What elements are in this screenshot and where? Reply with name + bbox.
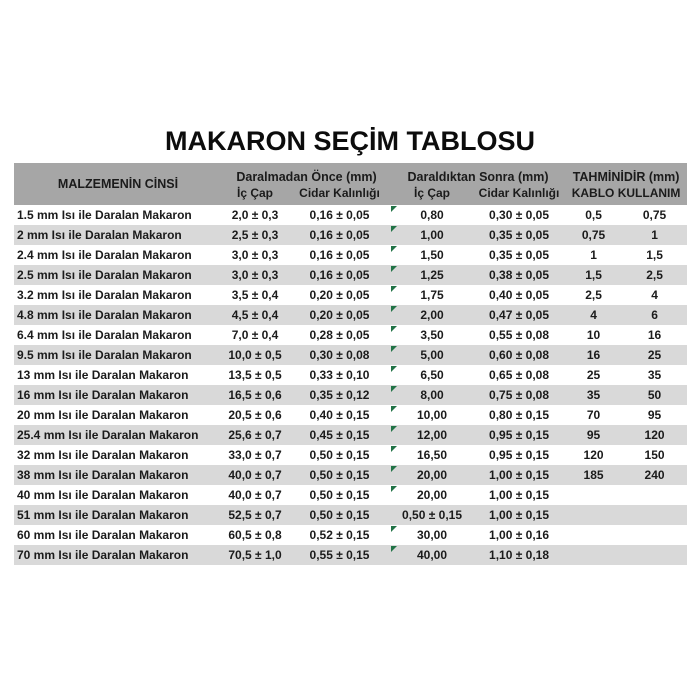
cell-pre-inner-diameter: 40,0 ± 0,7 [222,485,288,505]
error-flag-icon [391,526,397,532]
cell-pre-wall-thickness: 0,50 ± 0,15 [288,445,391,465]
cell-pre-inner-diameter: 52,5 ± 0,7 [222,505,288,525]
cell-cable-min: 70 [565,405,622,425]
cell-pre-inner-diameter: 2,0 ± 0,3 [222,205,288,225]
cell-cable-max: 120 [622,425,687,445]
column-header-material: MALZEMENİN CİNSİ [14,163,222,205]
error-flag-icon [391,266,397,272]
cell-post-inner-diameter: 1,25 [391,265,473,285]
cell-cable-min: 95 [565,425,622,445]
cell-pre-inner-diameter: 25,6 ± 0,7 [222,425,288,445]
cell-cable-min: 0,5 [565,205,622,225]
cell-cable-min: 35 [565,385,622,405]
cell-pre-wall-thickness: 0,30 ± 0,08 [288,345,391,365]
cell-pre-inner-diameter: 3,0 ± 0,3 [222,245,288,265]
cell-post-wall-thickness: 0,30 ± 0,05 [473,205,565,225]
cell-pre-wall-thickness: 0,20 ± 0,05 [288,285,391,305]
cell-material: 2 mm Isı ile Daralan Makaron [14,225,222,245]
cell-cable-max: 25 [622,345,687,365]
column-header-cable-usage: KABLO KULLANIM [565,185,687,205]
cell-pre-wall-thickness: 0,20 ± 0,05 [288,305,391,325]
cell-pre-wall-thickness: 0,40 ± 0,15 [288,405,391,425]
cell-pre-wall-thickness: 0,52 ± 0,15 [288,525,391,545]
error-flag-icon [391,206,397,212]
cell-material: 2.4 mm Isı ile Daralan Makaron [14,245,222,265]
cell-cable-max: 240 [622,465,687,485]
cell-pre-wall-thickness: 0,50 ± 0,15 [288,505,391,525]
cell-cable-min: 4 [565,305,622,325]
error-flag-icon [391,326,397,332]
cell-pre-inner-diameter: 20,5 ± 0,6 [222,405,288,425]
cell-material: 60 mm Isı ile Daralan Makaron [14,525,222,545]
error-flag-icon [391,466,397,472]
table-row [14,485,687,505]
cell-material: 38 mm Isı ile Daralan Makaron [14,465,222,485]
table-row [14,505,687,525]
cell-post-inner-diameter: 12,00 [391,425,473,445]
cell-material: 2.5 mm Isı ile Daralan Makaron [14,265,222,285]
cell-post-wall-thickness: 1,00 ± 0,15 [473,485,565,505]
cell-material: 25.4 mm Isı ile Daralan Makaron [14,425,222,445]
cell-post-inner-diameter: 1,50 [391,245,473,265]
table-row [14,345,687,365]
cell-cable-max: 95 [622,405,687,425]
group-header-after-shrink: Daraldıktan Sonra (mm) [391,163,565,185]
cell-post-wall-thickness: 0,40 ± 0,05 [473,285,565,305]
cell-cable-max: 1 [622,225,687,245]
cell-material: 3.2 mm Isı ile Daralan Makaron [14,285,222,305]
table-header [14,163,687,205]
cell-material: 20 mm Isı ile Daralan Makaron [14,405,222,425]
table-row [14,265,687,285]
table-body [14,205,687,565]
cell-pre-wall-thickness: 0,50 ± 0,15 [288,465,391,485]
cell-material: 70 mm Isı ile Daralan Makaron [14,545,222,565]
error-flag-icon [391,426,397,432]
cell-material: 16 mm Isı ile Daralan Makaron [14,385,222,405]
cell-pre-inner-diameter: 3,0 ± 0,3 [222,265,288,285]
error-flag-icon [391,246,397,252]
cell-pre-inner-diameter: 70,5 ± 1,0 [222,545,288,565]
cell-post-wall-thickness: 0,75 ± 0,08 [473,385,565,405]
cell-cable-max: 35 [622,365,687,385]
cell-cable-max [622,525,687,545]
error-flag-icon [391,306,397,312]
cell-pre-wall-thickness: 0,16 ± 0,05 [288,265,391,285]
cell-cable-max [622,545,687,565]
cell-post-inner-diameter: 5,00 [391,345,473,365]
table-row [14,365,687,385]
cell-post-wall-thickness: 1,10 ± 0,18 [473,545,565,565]
table-row [14,325,687,345]
cell-material: 51 mm Isı ile Daralan Makaron [14,505,222,525]
cell-cable-min [565,525,622,545]
cell-post-inner-diameter: 1,75 [391,285,473,305]
cell-material: 6.4 mm Isı ile Daralan Makaron [14,325,222,345]
cell-pre-inner-diameter: 7,0 ± 0,4 [222,325,288,345]
error-flag-icon [391,446,397,452]
cell-post-wall-thickness: 0,80 ± 0,15 [473,405,565,425]
cell-pre-wall-thickness: 0,28 ± 0,05 [288,325,391,345]
cell-post-inner-diameter: 8,00 [391,385,473,405]
cell-post-inner-diameter: 0,80 [391,205,473,225]
cell-cable-max: 0,75 [622,205,687,225]
cell-post-inner-diameter: 20,00 [391,465,473,485]
cell-pre-wall-thickness: 0,16 ± 0,05 [288,205,391,225]
cell-pre-inner-diameter: 2,5 ± 0,3 [222,225,288,245]
column-header-pre-inner-diameter: İç Çap [222,185,288,205]
cell-pre-inner-diameter: 3,5 ± 0,4 [222,285,288,305]
cell-post-wall-thickness: 0,35 ± 0,05 [473,225,565,245]
cell-cable-min: 2,5 [565,285,622,305]
table-row [14,205,687,225]
cell-cable-min [565,485,622,505]
cell-cable-min: 25 [565,365,622,385]
cell-material: 40 mm Isı ile Daralan Makaron [14,485,222,505]
cell-post-wall-thickness: 0,55 ± 0,08 [473,325,565,345]
error-flag-icon [391,386,397,392]
cell-pre-inner-diameter: 13,5 ± 0,5 [222,365,288,385]
group-header-before-shrink: Daralmadan Önce (mm) [222,163,391,185]
cell-cable-max [622,505,687,525]
cell-cable-min: 1 [565,245,622,265]
error-flag-icon [391,486,397,492]
cell-cable-min [565,545,622,565]
cell-cable-max: 16 [622,325,687,345]
error-flag-icon [391,226,397,232]
error-flag-icon [391,286,397,292]
error-flag-icon [391,406,397,412]
table-row [14,525,687,545]
cell-post-wall-thickness: 0,65 ± 0,08 [473,365,565,385]
cell-material: 4.8 mm Isı ile Daralan Makaron [14,305,222,325]
cell-cable-max: 6 [622,305,687,325]
cell-cable-min: 120 [565,445,622,465]
cell-post-inner-diameter: 3,50 [391,325,473,345]
table-row [14,385,687,405]
cell-cable-min: 0,75 [565,225,622,245]
cell-material: 9.5 mm Isı ile Daralan Makaron [14,345,222,365]
page-title: MAKARON SEÇİM TABLOSU [165,126,535,156]
cell-post-inner-diameter: 10,00 [391,405,473,425]
cell-post-inner-diameter: 40,00 [391,545,473,565]
cell-post-wall-thickness: 1,00 ± 0,16 [473,525,565,545]
table-row [14,405,687,425]
cell-pre-inner-diameter: 16,5 ± 0,6 [222,385,288,405]
table-row [14,225,687,245]
cell-pre-inner-diameter: 10,0 ± 0,5 [222,345,288,365]
cell-pre-wall-thickness: 0,16 ± 0,05 [288,245,391,265]
cell-post-inner-diameter: 6,50 [391,365,473,385]
cell-post-wall-thickness: 0,60 ± 0,08 [473,345,565,365]
cell-cable-min: 16 [565,345,622,365]
cell-post-wall-thickness: 0,47 ± 0,05 [473,305,565,325]
cell-pre-wall-thickness: 0,33 ± 0,10 [288,365,391,385]
cell-post-inner-diameter: 2,00 [391,305,473,325]
group-header-estimate: TAHMİNİDİR (mm) [565,163,687,185]
cell-cable-max: 50 [622,385,687,405]
cell-cable-min: 185 [565,465,622,485]
cell-cable-max: 1,5 [622,245,687,265]
table-row [14,445,687,465]
cell-post-inner-diameter: 20,00 [391,485,473,505]
cell-post-inner-diameter: 0,50 ± 0,15 [391,505,473,525]
column-header-pre-wall-thickness: Cidar Kalınlığı [288,185,391,205]
cell-pre-wall-thickness: 0,50 ± 0,15 [288,485,391,505]
cell-pre-inner-diameter: 60,5 ± 0,8 [222,525,288,545]
cell-cable-max: 2,5 [622,265,687,285]
column-header-post-inner-diameter: İç Çap [391,185,473,205]
cell-pre-wall-thickness: 0,35 ± 0,12 [288,385,391,405]
cell-cable-max: 150 [622,445,687,465]
cell-cable-max: 4 [622,285,687,305]
table-row [14,545,687,565]
cell-pre-wall-thickness: 0,45 ± 0,15 [288,425,391,445]
table-row [14,245,687,265]
cell-post-inner-diameter: 30,00 [391,525,473,545]
cell-post-wall-thickness: 0,95 ± 0,15 [473,425,565,445]
cell-pre-inner-diameter: 40,0 ± 0,7 [222,465,288,485]
cell-cable-min: 10 [565,325,622,345]
table-row [14,285,687,305]
cell-pre-wall-thickness: 0,55 ± 0,15 [288,545,391,565]
cell-post-wall-thickness: 0,38 ± 0,05 [473,265,565,285]
table-row [14,305,687,325]
cell-material: 13 mm Isı ile Daralan Makaron [14,365,222,385]
cell-post-inner-diameter: 16,50 [391,445,473,465]
cell-pre-wall-thickness: 0,16 ± 0,05 [288,225,391,245]
error-flag-icon [391,366,397,372]
error-flag-icon [391,346,397,352]
cell-post-inner-diameter: 1,00 [391,225,473,245]
error-flag-icon [391,546,397,552]
cell-post-wall-thickness: 0,35 ± 0,05 [473,245,565,265]
header-group-row [14,163,687,185]
cell-post-wall-thickness: 0,95 ± 0,15 [473,445,565,465]
cell-material: 1.5 mm Isı ile Daralan Makaron [14,205,222,225]
cell-cable-max [622,485,687,505]
cell-post-wall-thickness: 1,00 ± 0,15 [473,505,565,525]
makaron-selection-table [14,163,687,565]
cell-pre-inner-diameter: 33,0 ± 0,7 [222,445,288,465]
cell-pre-inner-diameter: 4,5 ± 0,4 [222,305,288,325]
cell-cable-min: 1,5 [565,265,622,285]
table-row [14,425,687,445]
cell-cable-min [565,505,622,525]
table-row [14,465,687,485]
cell-material: 32 mm Isı ile Daralan Makaron [14,445,222,465]
column-header-post-wall-thickness: Cidar Kalınlığı [473,185,565,205]
cell-post-wall-thickness: 1,00 ± 0,15 [473,465,565,485]
